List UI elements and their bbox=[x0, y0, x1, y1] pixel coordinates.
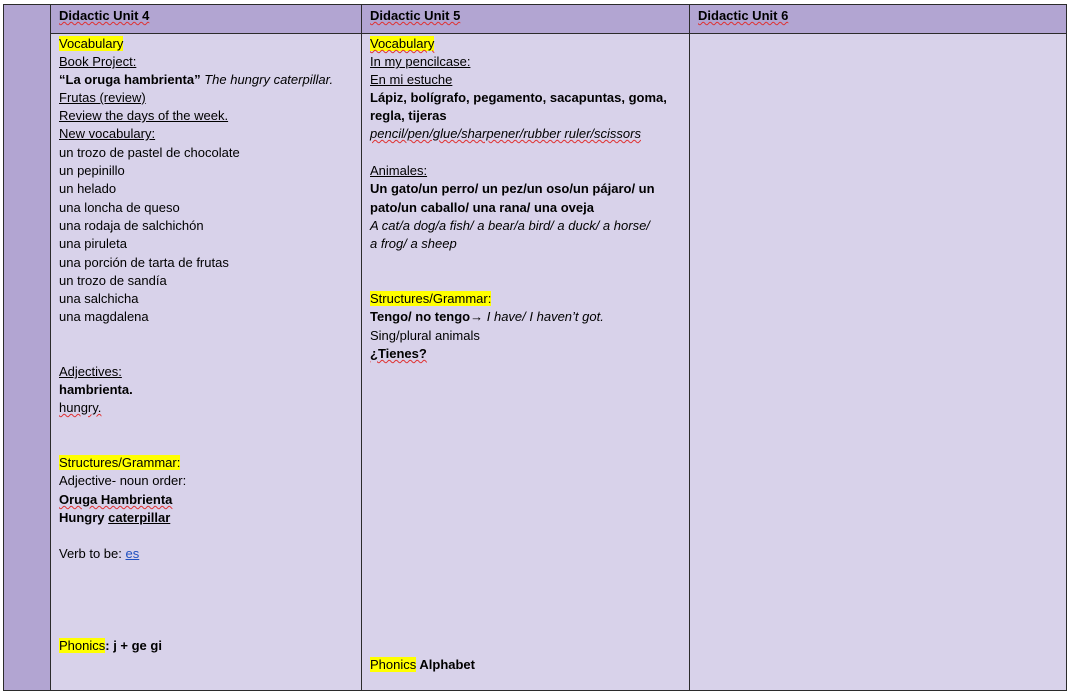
animals-spanish-2: pato/un caballo/ una rana/ una oveja bbox=[370, 200, 594, 215]
days-review: Review the days of the week. bbox=[59, 108, 229, 123]
unit-5-cell bbox=[362, 34, 690, 690]
list-item: un pepinillo bbox=[59, 163, 125, 178]
en-mi-estuche: En mi estuche bbox=[370, 72, 453, 87]
header-unit-5: Didactic Unit 5 bbox=[362, 5, 690, 34]
verb-es-link[interactable]: es bbox=[125, 546, 140, 561]
unit-4-cell bbox=[51, 34, 362, 690]
list-item: una loncha de queso bbox=[59, 200, 180, 215]
new-vocabulary-label: New vocabulary: bbox=[59, 126, 156, 141]
header-unit-6: Didactic Unit 6 bbox=[690, 5, 1066, 34]
list-item: una rodaja de salchichón bbox=[59, 218, 204, 233]
curriculum-table bbox=[3, 4, 1067, 691]
vocabulary-heading: Vocabulary bbox=[59, 36, 124, 51]
animals-english-2: a frog/ a sheep bbox=[370, 236, 457, 251]
tienes-question: ¿Tienes? bbox=[370, 346, 427, 361]
animals-english-1: A cat/a dog/a fish/ a bear/a bird/ a duck/ a horse/ bbox=[370, 218, 650, 233]
structures-heading: Structures/Grammar: bbox=[370, 291, 492, 306]
list-item: una piruleta bbox=[59, 236, 127, 251]
verb-to-be: Verb to be: bbox=[59, 546, 122, 561]
adjective-english: hungry. bbox=[59, 400, 102, 415]
supplies-english: pencil/pen/glue/sharpener/rubber ruler/scissors bbox=[370, 126, 641, 141]
caterpillar-word: caterpillar bbox=[108, 510, 171, 525]
structures-heading: Structures/Grammar: bbox=[59, 455, 181, 470]
unit-6-cell bbox=[690, 34, 1066, 690]
list-item: una salchicha bbox=[59, 291, 139, 306]
phonics-value: Alphabet bbox=[416, 657, 475, 672]
list-item: un trozo de pastel de chocolate bbox=[59, 145, 240, 160]
adjective-spanish: hambrienta. bbox=[59, 382, 133, 397]
phonics-value: : j + ge gi bbox=[105, 638, 162, 653]
sing-plural: Sing/plural animals bbox=[370, 328, 480, 343]
tengo-phrase: Tengo/ no tengo bbox=[370, 309, 471, 324]
phonics-heading: Phonics bbox=[370, 657, 417, 672]
list-item: una magdalena bbox=[59, 309, 149, 324]
supplies-spanish-2: regla, tijeras bbox=[370, 108, 447, 123]
adjectives-label: Adjectives: bbox=[59, 364, 122, 379]
vocabulary-heading: Vocabulary bbox=[370, 36, 435, 51]
fruits-review: Frutas (review) bbox=[59, 90, 146, 105]
animals-label: Animales: bbox=[370, 163, 428, 178]
book-project-label: Book Project: bbox=[59, 54, 137, 69]
i-have-phrase: I have/ I haven’t got. bbox=[483, 309, 604, 324]
phonics-heading: Phonics bbox=[59, 638, 106, 653]
list-item: un helado bbox=[59, 181, 117, 196]
header-unit-4: Didactic Unit 4 bbox=[51, 5, 362, 34]
adj-noun-order: Adjective- noun order: bbox=[59, 473, 187, 488]
oruga-hambrienta: Oruga Hambrienta bbox=[59, 492, 173, 507]
row-label-column bbox=[4, 5, 51, 690]
book-title: “La oruga hambrienta” bbox=[59, 72, 201, 87]
hungry-word: Hungry bbox=[59, 510, 105, 525]
animals-spanish-1: Un gato/un perro/ un pez/un oso/un pájaro/ un bbox=[370, 181, 655, 196]
book-translation: The hungry caterpillar. bbox=[204, 72, 334, 87]
list-item: una porción de tarta de frutas bbox=[59, 255, 229, 270]
pencilcase-label: In my pencilcase: bbox=[370, 54, 471, 69]
arrow-icon: → bbox=[470, 309, 484, 324]
list-item: un trozo de sandía bbox=[59, 273, 167, 288]
supplies-spanish-1: Lápiz, bolígrafo, pegamento, sacapuntas, goma, bbox=[370, 90, 667, 105]
